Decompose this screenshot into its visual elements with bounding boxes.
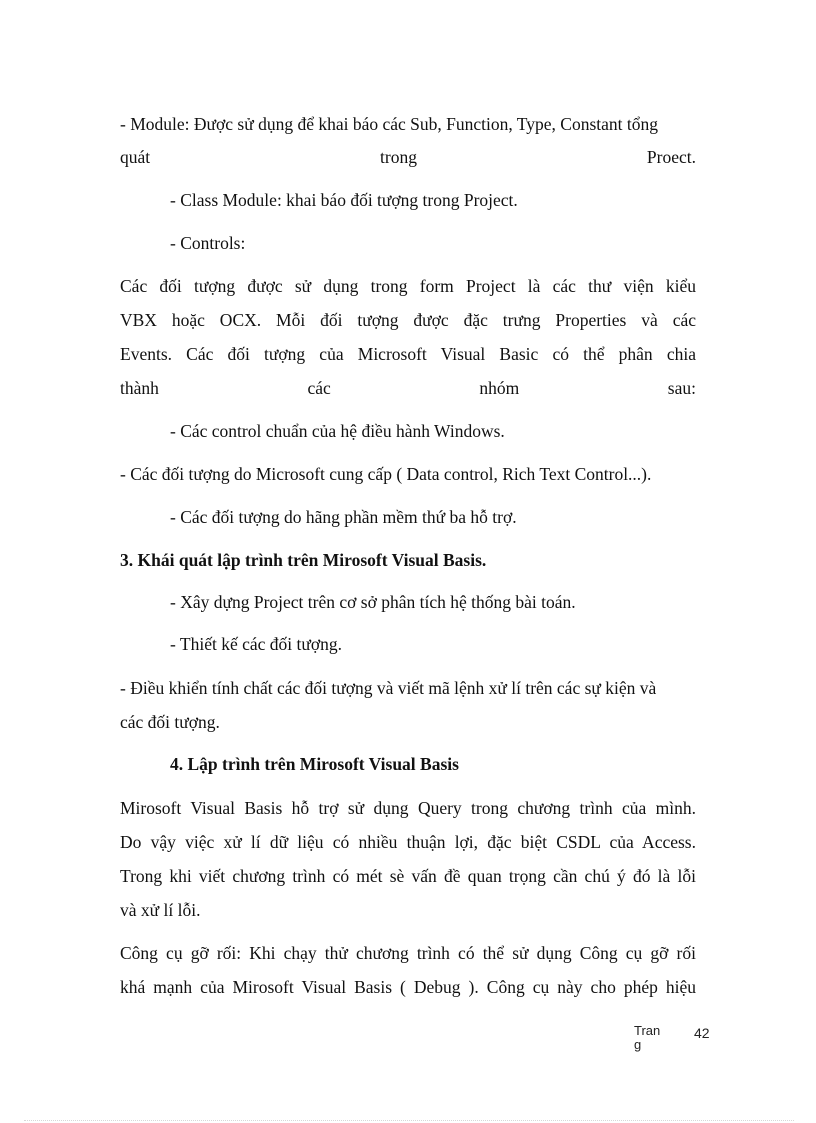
heading-section-4: 4. Lập trình trên Mirosoft Visual Basis	[170, 754, 459, 774]
footer-page-label: Trang	[634, 1023, 661, 1052]
heading-section-3: 3. Khái quát lập trình trên Mirosoft Visual Basis.	[120, 550, 487, 570]
footer-page-number: 42	[694, 1025, 710, 1041]
paragraph-query-line-3: Trong khi viết chương trình có mét sè vấn đề quan trọng cần chú ý đó là lỗi	[120, 866, 696, 886]
bullet-design-objects: - Thiết kế các đối tượng.	[170, 634, 342, 654]
item-control-properties-line-1: - Điều khiển tính chất các đối tượng và viết mã lệnh xử lí trên các sự kiện và	[120, 678, 657, 698]
paragraph-controls-line-1: Các đối tượng được sử dụng trong form Project là các thư viện kiểu	[120, 276, 696, 296]
paragraph-debug-line-2: khá mạnh của Mirosoft Visual Basis ( Debug ). Công cụ này cho phép hiệu	[120, 977, 696, 997]
bullet-build-project: - Xây dựng Project trên cơ sở phân tích hệ thống bài toán.	[170, 592, 576, 612]
item-microsoft-controls: - Các đối tượng do Microsoft cung cấp ( Data control, Rich Text Control...).	[120, 464, 652, 484]
page-bottom-rule	[24, 1120, 794, 1121]
paragraph-debug-line-1: Công cụ gỡ rối: Khi chạy thử chương trình có thể sử dụng Công cụ gỡ rối	[120, 943, 696, 963]
bullet-third-party-controls: - Các đối tượng do hãng phần mềm thứ ba hỗ trợ.	[170, 507, 517, 527]
paragraph-controls-line-2: VBX hoặc OCX. Mỗi đối tượng được đặc trưng Properties và các	[120, 310, 696, 330]
bullet-class-module: - Class Module: khai báo đối tượng trong Project.	[170, 190, 518, 210]
paragraph-module-line-2: quát trong Proect.	[120, 147, 696, 167]
paragraph-query-line-2: Do vậy việc xử lí dữ liệu có nhiều thuận lợi, đặc biệt CSDL của Access.	[120, 832, 696, 852]
paragraph-query-line-1: Mirosoft Visual Basis hỗ trợ sử dụng Query trong chương trình của mình.	[120, 798, 696, 818]
paragraph-query-line-4: và xử lí lỗi.	[120, 900, 201, 920]
item-control-properties-line-2: các đối tượng.	[120, 712, 220, 732]
bullet-standard-controls: - Các control chuẩn của hệ điều hành Windows.	[170, 421, 505, 441]
paragraph-module-line-1: - Module: Được sử dụng để khai báo các Sub, Function, Type, Constant tổng	[120, 114, 658, 134]
paragraph-controls-line-4: thành các nhóm sau:	[120, 378, 696, 398]
paragraph-controls-line-3: Events. Các đối tượng của Microsoft Visual Basic có thể phân chia	[120, 344, 696, 364]
bullet-controls: - Controls:	[170, 233, 246, 253]
